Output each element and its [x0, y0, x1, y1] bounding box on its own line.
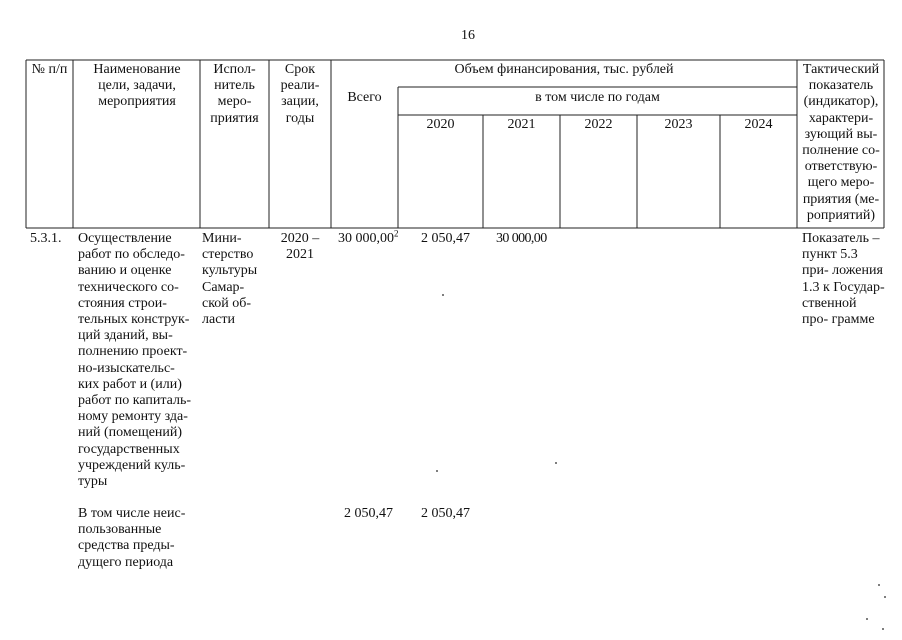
header-indicator: Тактический показатель (индикатор), характери- зующий вы- полнение со- ответствую- щего меро- приятия (ме- роприятий): [802, 62, 880, 223]
header-total: Всего: [347, 90, 382, 105]
header-year-2024: 2024: [744, 117, 773, 132]
header-by-years: в том числе по годам: [535, 90, 660, 105]
header-executor: Испол- нитель меро- приятия: [210, 62, 259, 126]
row1-total: [338, 228, 402, 247]
row2-2020: 2 050,47: [421, 506, 470, 521]
row2-name: В том числе неис- пользованные средства преды- дущего периода: [78, 506, 186, 570]
row1-name: Осуществление работ по обследо- ванию и оценке технического со- стояния строи- тельных конструк- ций зданий, вы- полнению проект- но-изыскательс- ких работ и (или) работ по капиталь- ному ремонту зда- ний (помещений) государственных учреждений куль- туры: [78, 231, 192, 490]
row1-executor: Мини- стерство культуры Самар- ской об- ласти: [202, 231, 258, 328]
row1-total-footnote: 2: [394, 228, 399, 239]
scan-speck: [436, 470, 438, 472]
header-year-2020: 2020: [426, 117, 455, 132]
header-term: Срок реали- зации, годы: [280, 62, 320, 126]
row2-total: 2 050,47: [344, 506, 393, 521]
scan-speck: [878, 584, 880, 586]
row1-2020: 2 050,47: [421, 231, 470, 246]
header-year-2021: 2021: [507, 117, 536, 132]
scan-speck: [555, 462, 557, 464]
row1-2021: 30 000,00: [496, 231, 547, 246]
scan-speck: [882, 628, 884, 630]
row1-indicator: Показатель – пункт 5.3 при- ложения 1.3 к Государ- ственной про- грамме: [802, 231, 885, 328]
scan-speck: [442, 294, 444, 296]
header-funding: Объем финансирования, тыс. рублей: [454, 62, 674, 77]
header-num: № п/п: [31, 62, 68, 77]
row1-num: 5.3.1.: [30, 231, 62, 246]
header-name: Наименование цели, задачи, мероприятия: [93, 62, 181, 110]
row1-term: 2020 – 2021: [280, 231, 320, 263]
page-number: 16: [461, 28, 475, 43]
row1-total-value: 30 000,00: [338, 231, 394, 246]
scan-speck: [866, 618, 868, 620]
scan-speck: [884, 596, 886, 598]
header-year-2023: 2023: [664, 117, 693, 132]
header-year-2022: 2022: [584, 117, 613, 132]
